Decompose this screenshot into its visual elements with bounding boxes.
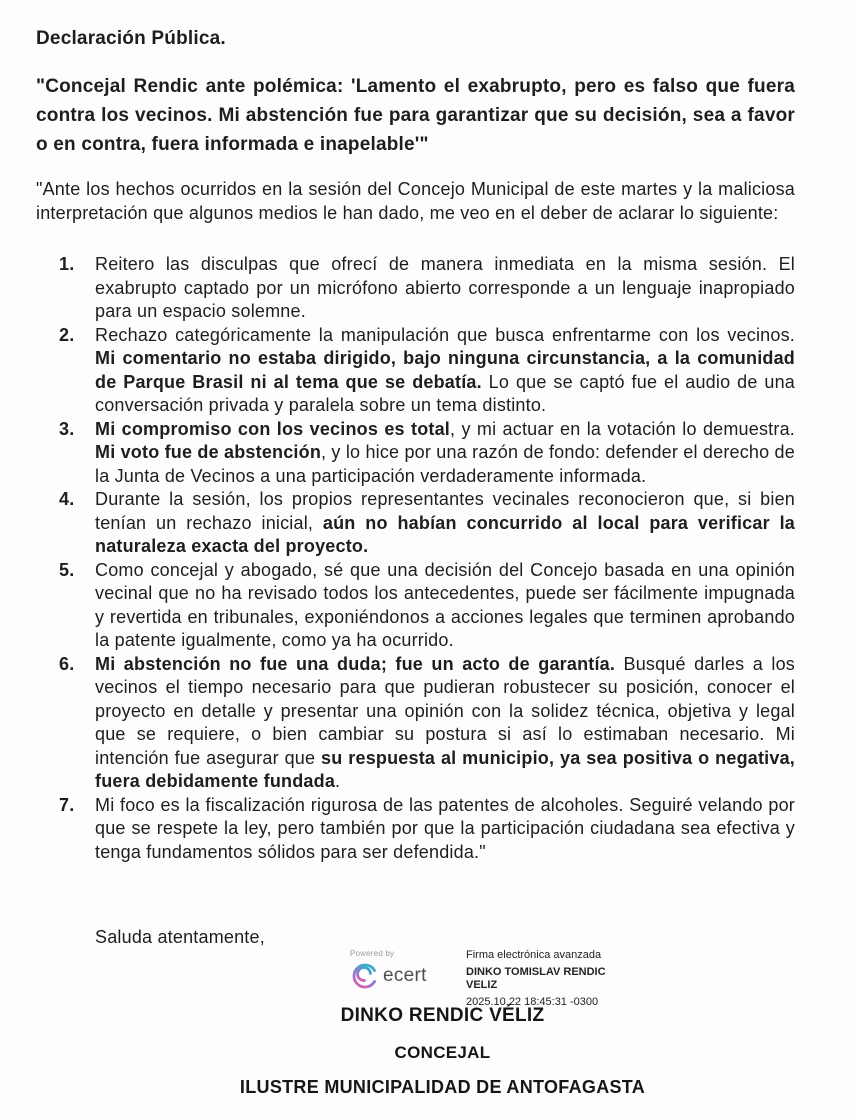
list-item-text: Como concejal y abogado, sé que una decisión del Concejo basada en una opinión vecinal que no ha revisado todos los antecedentes, puede ser fácilmente impugnada y revertida en tribunales, exponiéndonos a acciones legales que terminen aprobando la patente igualmente, como ya ha ocurrido.: [95, 559, 795, 650]
list-item-number: 7.: [59, 794, 75, 815]
stamp-signer-name: DINKO TOMISLAV RENDIC VELIZ: [466, 965, 606, 991]
list-item-number: 5.: [59, 559, 75, 580]
stamp-provider: [350, 949, 452, 991]
ecert-logo-text: ecert: [383, 965, 427, 986]
list-item-text: Rechazo categóricamente la manipulación que busca enfrentarme con los vecinos. Mi comentario no estaba dirigido, bajo ninguna circunstancia, a la comunidad de Parque Brasil ni al tema que se debatía. Lo que se captó fue el audio de una conversación privada y paralela sobre un tema distinto.: [95, 324, 796, 415]
list-item-number: 3.: [59, 418, 75, 439]
signer-name: DINKO RENDIC VÉLIZ: [340, 1005, 545, 1026]
list-item: [59, 418, 795, 489]
signer-org: ILUSTRE MUNICIPALIDAD DE ANTOFAGASTA: [239, 1077, 646, 1097]
list-item: [59, 559, 795, 653]
list-item-number: 4.: [59, 489, 75, 509]
list-item: [59, 253, 795, 324]
list-item-text: Reitero las disculpas que ofrecí de manera inmediata en la misma sesión. El exabrupto captado por un micrófono abierto corresponde a un lenguaje inapropiado para un espacio solemne.: [95, 254, 795, 321]
signature-block: [0, 925, 855, 1119]
list-item-text: Mi foco es la fiscalización rigurosa de las patentes de alcoholes. Seguiré velando por que se respete la ley, pero también por que la participación ciudadana sea efectiva y tenga fundamentos sólidos para ser defendida.": [95, 794, 795, 862]
powered-by-label: Powered by: [350, 949, 395, 958]
signer-role: CONCEJAL: [394, 1043, 491, 1062]
document-title: Declaración Pública.: [36, 28, 226, 49]
list-item-number: 1.: [59, 254, 75, 274]
stamp-timestamp: 2025.10.22 18:45:31 -0300: [466, 995, 599, 1008]
list-item-text: Mi compromiso con los vecinos es total, y mi actuar en la votación lo demuestra. Mi voto fue de abstención, y lo hice por una razón de fondo: defender el derecho de la Junta de Vecinos a una participación verdaderamente informada.: [95, 418, 795, 486]
stamp-details: [466, 949, 636, 1009]
stamp-type-label: Firma electrónica avanzada: [466, 949, 602, 961]
list-item-number: 6.: [59, 653, 75, 674]
intro-paragraph: "Ante los hechos ocurridos en la sesión del Concejo Municipal de este martes y la maliciosa interpretación que algunos medios le han dado, me veo en el deber de aclarar lo siguiente:: [36, 179, 795, 223]
headline-paragraph: "Concejal Rendic ante polémica: 'Lamento el exabrupto, pero es falso que fuera contra los vecinos. Mi abstención fue para garantizar que su decisión, sea a favor o en contra, fuera informada e inapelable'": [36, 76, 795, 155]
list-item: [59, 324, 795, 418]
list-item-number: 2.: [59, 324, 75, 345]
declaration-list: [59, 253, 795, 864]
list-item: [59, 794, 795, 865]
closing-salutation: Saluda atentamente,: [95, 927, 265, 947]
ecert-logo-icon: [350, 961, 380, 991]
list-item-text: Durante la sesión, los propios representantes vecinales reconocieron que, si bien tenían un rechazo inicial, aún no habían concurrido al local para verificar la naturaleza exacta del proyecto.: [95, 489, 795, 556]
list-item-text: Mi abstención no fue una duda; fue un acto de garantía. Busqué darles a los vecinos el tiempo necesario para que pudieran robustecer su posición, conocer el proyecto en detalle y presentar una opinión con la solidez técnica, objetiva y legal que se requiere, o bien cambiar su postura si así lo estimaban necesario. Mi intención fue asegurar que su respuesta al municipio, ya sea positiva o negativa, fuera debidamente fundada.: [95, 653, 795, 791]
list-item: [59, 653, 795, 794]
list-item: [59, 488, 795, 559]
electronic-signature-stamp: [350, 949, 636, 1009]
